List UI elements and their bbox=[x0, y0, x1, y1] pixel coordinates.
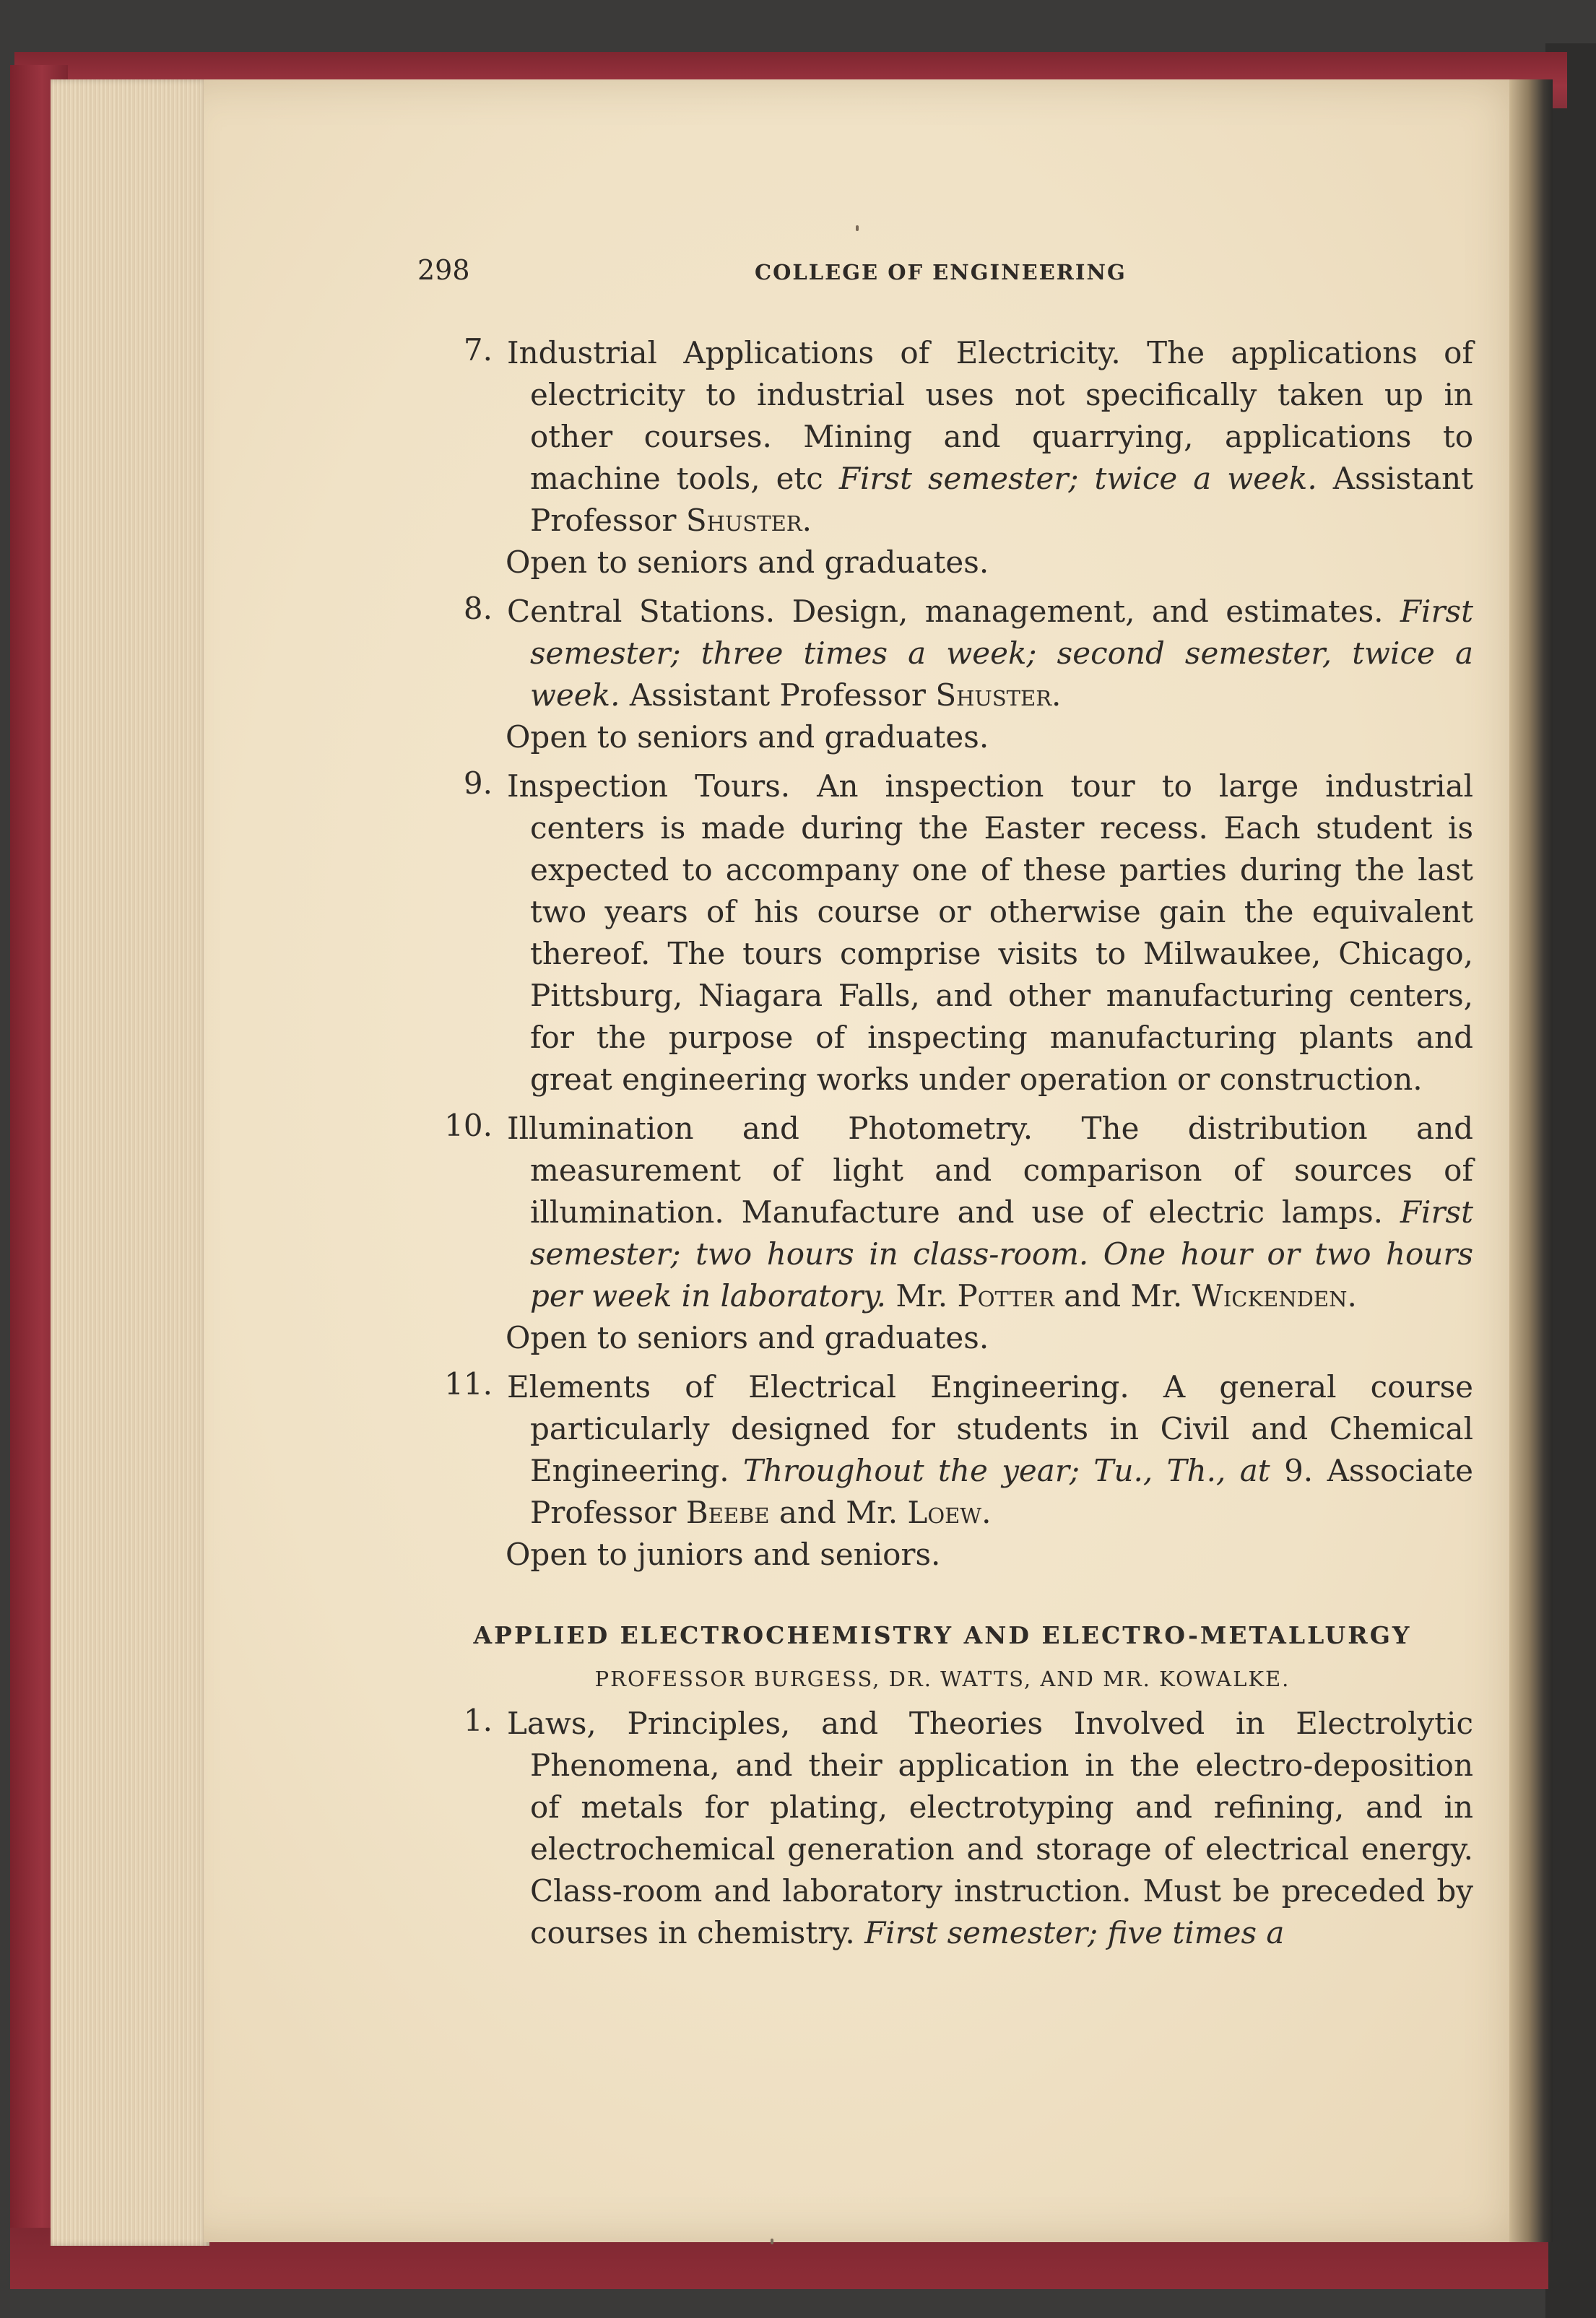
course-text: A general course particularly designed for students in Civil and Chemical Engineering. bbox=[530, 1369, 1473, 1488]
course-entry-11 bbox=[412, 1366, 1473, 1576]
instructor-prefix: Assistant Professor bbox=[629, 677, 926, 713]
course-schedule: First semester; two hours in class-room. One hour or two hours per week in laboratory. bbox=[530, 1194, 1473, 1314]
course-description bbox=[507, 332, 1473, 542]
course-schedule: First semester; five times a bbox=[864, 1915, 1285, 1950]
course-text: and their application in the electro-deposition of metals for plating, electrotyping and refining, and in electrochemical generation and storage of electrical energy. Class-room and laboratory instruction. Must be preceded by courses in chemistry. bbox=[530, 1748, 1473, 1950]
course-title: Illumination and Photometry. bbox=[507, 1111, 1033, 1146]
instructor-prefix: Mr. bbox=[895, 1278, 948, 1314]
course-description bbox=[507, 1703, 1473, 1954]
course-entry-electrochem-1 bbox=[412, 1703, 1473, 1954]
course-number: 11. bbox=[444, 1366, 493, 1402]
course-title: Central Stations. bbox=[507, 594, 776, 629]
instructor-name: Shuster. bbox=[685, 503, 812, 538]
course-eligibility: Open to seniors and graduates. bbox=[506, 544, 989, 580]
paper-speck bbox=[856, 225, 859, 231]
course-entry-10 bbox=[412, 1108, 1473, 1359]
page-stack-edge bbox=[51, 79, 209, 2246]
course-description bbox=[507, 765, 1473, 1101]
course-schedule: Throughout the year; Tu., Th., at bbox=[743, 1453, 1270, 1488]
course-title: Inspection Tours. bbox=[507, 768, 791, 804]
course-number: 1. bbox=[463, 1703, 493, 1738]
course-eligibility: Open to juniors and seniors. bbox=[506, 1537, 941, 1572]
course-number: 7. bbox=[463, 332, 493, 368]
instructor-prefix: Assistant Professor bbox=[530, 461, 1474, 538]
paper-speck bbox=[771, 2239, 773, 2244]
section-staff: PROFESSOR BURGESS, DR. WATTS, AND MR. KOWALKE. bbox=[594, 1667, 1291, 1691]
instructor-name: Shuster. bbox=[935, 677, 1062, 713]
book-spine-shadow bbox=[1545, 43, 1596, 2318]
course-text: An inspection tour to large industrial centers is made during the Easter recess. Each student is expected to accompany one of these parties during the last two years of his course or otherwise gain the equivalent thereof. The tours comprise visits to Milwaukee, Chicago, Pittsburg, Niagara Falls, and other manufacturing centers, for the purpose of inspecting manufacturing plants and great engineering works under operation or construction. bbox=[530, 768, 1473, 1097]
page-gutter bbox=[1509, 79, 1553, 2242]
course-description bbox=[507, 1108, 1473, 1317]
course-entry-9 bbox=[412, 765, 1473, 1101]
course-text: The applications of electricity to industrial uses not specifically taken up in other courses. Mining and quarrying, applications to machine tools, etc bbox=[530, 335, 1473, 496]
instructor-name: Beebe bbox=[685, 1495, 770, 1530]
instructor-name: Potter bbox=[957, 1278, 1054, 1314]
course-hour: 9. bbox=[1284, 1453, 1314, 1488]
course-eligibility: Open to seniors and graduates. bbox=[506, 1320, 989, 1355]
page-header bbox=[0, 254, 1596, 298]
course-text: The distribution and measurement of light and comparison of sources of illumination. Manufacture and use of electric lamps. bbox=[530, 1111, 1474, 1230]
course-schedule: First semester; three times a week; second semester, twice a week. bbox=[530, 594, 1473, 713]
course-entry-8 bbox=[412, 591, 1473, 758]
course-text: Design, management, and estimates. bbox=[792, 594, 1384, 629]
page-body bbox=[412, 332, 1473, 1954]
course-number: 9. bbox=[463, 765, 493, 801]
course-description bbox=[507, 591, 1473, 716]
instructor-prefix: Associate Professor bbox=[530, 1453, 1474, 1530]
course-number: 10. bbox=[444, 1108, 493, 1143]
course-title: Elements of Electrical Engineering. bbox=[507, 1369, 1129, 1405]
course-eligibility: Open to seniors and graduates. bbox=[506, 719, 989, 755]
course-title: Industrial Applications of Electricity. bbox=[507, 335, 1121, 370]
course-schedule: First semester; twice a week. bbox=[838, 461, 1317, 496]
instructor-name-2: Wickenden. bbox=[1192, 1278, 1357, 1314]
course-entry-7 bbox=[412, 332, 1473, 583]
section-heading: APPLIED ELECTROCHEMISTRY AND ELECTRO-METALLURGY bbox=[473, 1621, 1412, 1649]
course-description bbox=[507, 1366, 1473, 1534]
instructor-join: and Mr. bbox=[779, 1495, 898, 1530]
instructor-name-2: Loew. bbox=[907, 1495, 992, 1530]
running-head: COLLEGE OF ENGINEERING bbox=[755, 260, 1127, 285]
course-title: Laws, Principles, and Theories Involved in Electrolytic Phenomena, bbox=[507, 1706, 1473, 1783]
course-number: 8. bbox=[463, 591, 493, 626]
page-number: 298 bbox=[417, 254, 470, 286]
instructor-join: and Mr. bbox=[1064, 1278, 1183, 1314]
